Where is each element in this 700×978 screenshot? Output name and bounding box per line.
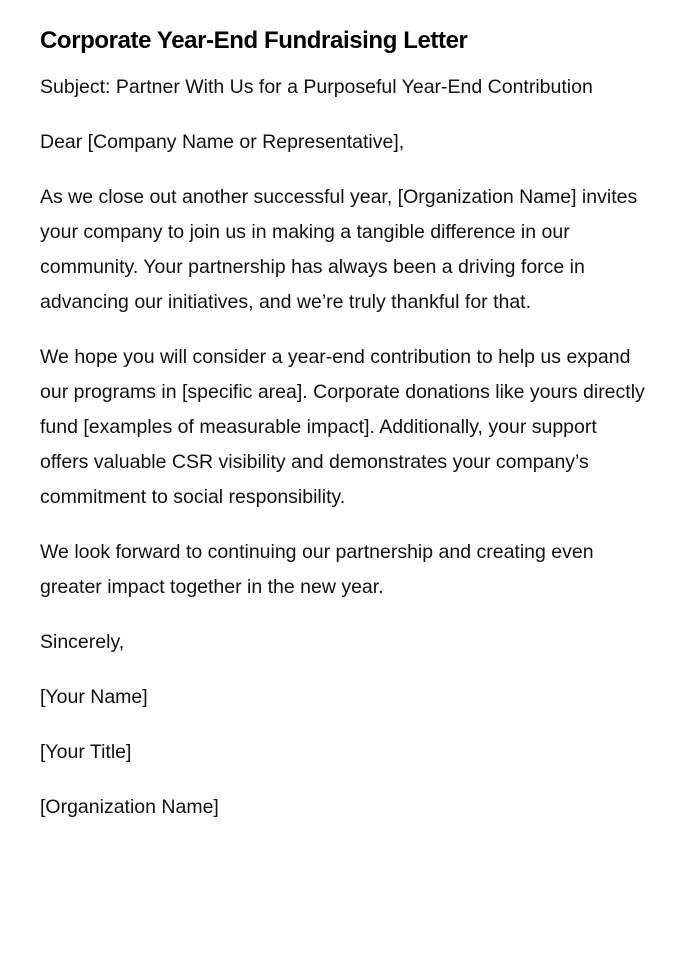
signature-name: [Your Name] — [40, 686, 148, 708]
closing: Sincerely, — [40, 631, 125, 653]
body-paragraph-2: We hope you will consider a year-end contribution to help us expand our programs in [specific area]. Corporate donations like yours directly fund [examples of measurable impact]. Additionally, your support offers valuable CSR visibility and demonstrates your company’s commitment to social responsibility. — [40, 346, 645, 508]
body-paragraph-1: As we close out another successful year, [Organization Name] invites your company to join us in making a tangible difference in our community. Your partnership has always been a driving force in advancing our initiatives, and we’re truly thankful for that. — [40, 186, 638, 313]
subject-line: Subject: Partner With Us for a Purposeful Year-End Contribution — [40, 76, 593, 98]
document-title: Corporate Year-End Fundraising Letter — [40, 27, 468, 54]
body-paragraph-3: We look forward to continuing our partnership and creating even greater impact together in the new year. — [40, 541, 594, 598]
signature-organization: [Organization Name] — [40, 796, 219, 818]
signature-title: [Your Title] — [40, 741, 132, 763]
greeting: Dear [Company Name or Representative], — [40, 131, 405, 153]
